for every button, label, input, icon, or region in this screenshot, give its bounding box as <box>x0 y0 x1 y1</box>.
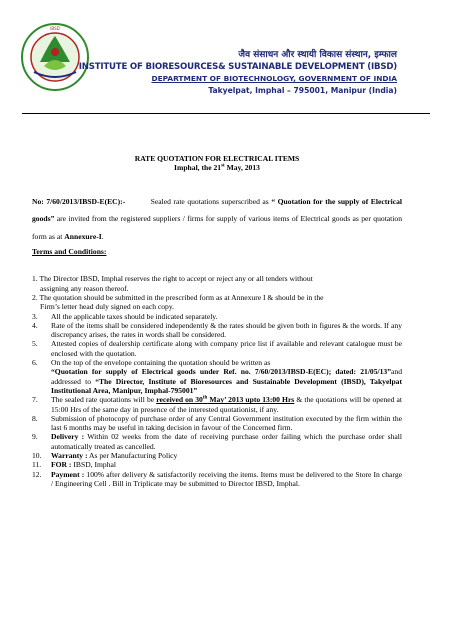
term-7-text-a: The sealed rate quotations will be <box>51 395 155 405</box>
term-5 <box>32 339 402 358</box>
term-12 <box>32 470 402 489</box>
reference-text-1: Sealed rate quotations superscribed as <box>150 196 269 206</box>
term-7-text-b: & the quotations will be opened at 15:00 Hrs of the same day in presence of the interested quotationist, if any. <box>51 395 402 414</box>
term-12-text: 100% after delivery & satisfactorily receiving the items. Items must be delivered to the Store In charge / Engineering Cell . Bill in Triplicate may be submitted to Director IBSD, Imphal. <box>51 469 402 488</box>
term-6-text: On the top of the envelope containing the quotation should be written as <box>51 358 271 368</box>
term-7-rec: received on 30 <box>156 395 203 405</box>
term-2 <box>32 293 402 312</box>
date-prefix: Imphal, the 21 <box>174 163 222 173</box>
institute-hindi-name: जैव संसाधन और स्थायी विकास संस्थान, इम्फाल <box>238 50 397 60</box>
date-suffix: May, 2013 <box>224 163 260 173</box>
term-3-text: All the applicable taxes should be indicated separately. <box>51 311 218 321</box>
letterhead-divider <box>22 113 430 114</box>
letterhead-text <box>79 49 397 97</box>
term-6-bold-2: “The Director, Institute of Bioresources and Sustainable Development (IBSD), Takyelpat Institutional Area, Manipur, Imphal-795001” <box>51 376 402 395</box>
term-12-label: Payment : <box>51 469 85 479</box>
reference-bold: “ Quotation for the supply of Electrical goods” <box>32 196 402 224</box>
date-sup: st <box>221 163 225 169</box>
term-7-sup: th <box>202 395 208 401</box>
reference-number: No: 7/60/2013/IBSD-E(EC):- <box>32 196 126 206</box>
term-10-text: As per Manufacturing Policy <box>88 451 178 461</box>
institute-address: Takyelpat, Imphal – 795001, Manipur (India) <box>208 86 397 95</box>
term-10-num: 10. <box>32 451 42 461</box>
term-8-text: Submission of photocopy of purchase order of any Central Government institution executed by the firm within the last 6 months may be useful in taking decision in favour of the Concerned firm. <box>51 413 402 433</box>
term-9-num: 9. <box>32 432 38 442</box>
term-7-num: 7. <box>32 395 38 405</box>
term-9 <box>32 432 402 451</box>
term-4 <box>32 321 402 340</box>
institute-name: INSTITUTE OF BIORESOURCES& SUSTAINABLE DEVELOPMENT (IBSD) <box>78 62 397 72</box>
term-6-num: 6. <box>32 358 38 368</box>
term-10 <box>32 451 402 460</box>
letterhead <box>0 0 453 118</box>
terms-heading: Terms and Conditions: <box>32 247 107 257</box>
term-2-text-cont: Firm’s letter head duly signed on each copy. <box>40 302 175 312</box>
svg-text:IBSD: IBSD <box>50 26 60 31</box>
term-11-label: FOR : <box>51 460 72 470</box>
term-12-num: 12. <box>32 469 42 479</box>
term-9-text: Within 02 weeks from the date of receiving purchase order failing which the purchase order shall automatically treated as cancelled. <box>51 432 402 451</box>
term-7-received <box>156 395 294 404</box>
term-4-num: 4. <box>32 320 38 330</box>
reference-annexure: Annexure-I <box>64 231 102 241</box>
term-5-text: Attested copies of dealership certificate along with company price list if available and relevant catalogue must be enclosed with the quotation. <box>51 339 402 358</box>
term-1-text: 1. The Director IBSD, Imphal reserves the right to accept or reject any or all tenders without <box>32 274 313 284</box>
term-11-num: 11. <box>32 460 42 470</box>
department-name: DEPARTMENT OF BIOTECHNOLOGY, GOVERNMENT OF INDIA <box>151 74 397 83</box>
term-10-label: Warranty : <box>51 451 88 461</box>
term-1 <box>32 274 402 293</box>
document-body <box>32 154 402 488</box>
reference-end: . <box>101 231 104 241</box>
term-3-num: 3. <box>32 311 38 321</box>
term-7-rec-2: May’ 2013 upto 13:00 Hrs <box>207 395 295 405</box>
term-6-mid: and addressed to <box>51 367 402 386</box>
term-8-num: 8. <box>32 413 38 423</box>
term-11-text: IBSD, Imphal <box>73 460 116 470</box>
reference-paragraph <box>32 193 402 246</box>
term-11 <box>32 460 402 469</box>
term-8 <box>32 414 402 433</box>
term-5-num: 5. <box>32 339 38 349</box>
term-9-label: Delivery : <box>51 432 85 442</box>
term-7 <box>32 395 402 414</box>
term-6 <box>32 358 402 395</box>
reference-text-2: are invited from the registered suppliers / firms for supply of various items of Electrical goods as per quotation form as at <box>32 214 402 241</box>
term-6-bold-1: “Quotation for supply of Electrical goods under Ref. no. 7/60/2013/IBSD-E(EC); dated: 21/05/13” <box>51 367 392 377</box>
document-title: RATE QUOTATION FOR ELECTRICAL ITEMS <box>134 154 300 163</box>
term-3 <box>32 312 402 321</box>
term-4-text: Rate of the items shall be considered independently & the rates should be given both in figures & the words. If any discrepancy arises, the rates in words shall be considered. <box>51 320 402 340</box>
term-2-text: 2. The quotation should be submitted in the prescribed form as at Annexure I & should be in the <box>32 292 324 302</box>
term-1-text-cont: assigning any reason thereof. <box>40 283 129 293</box>
document-date <box>32 163 402 172</box>
